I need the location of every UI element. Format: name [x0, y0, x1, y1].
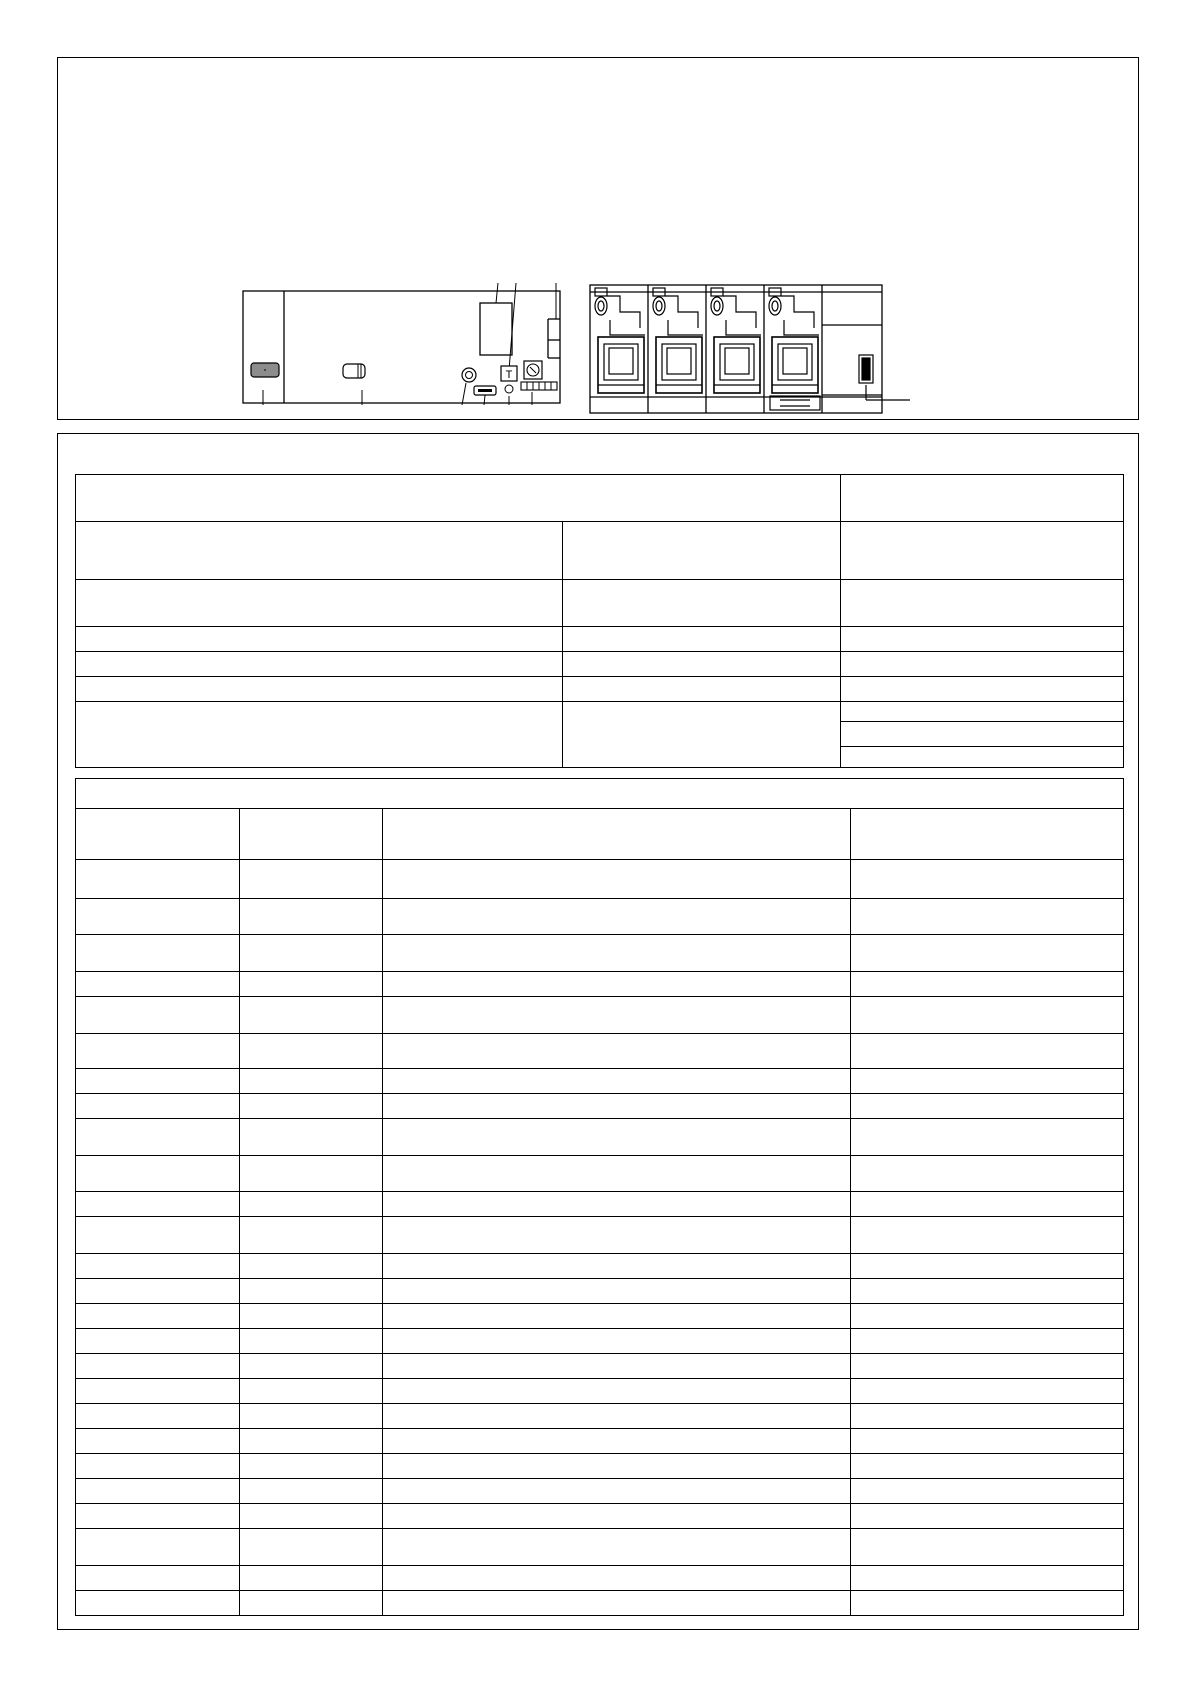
legend-cell: [76, 1504, 240, 1529]
spec-cell: [563, 580, 841, 627]
legend-cell: [76, 1119, 240, 1156]
spec-table-title: [76, 475, 841, 522]
legend-row: [76, 972, 1124, 997]
legend-cell: [851, 1254, 1124, 1279]
legend-cell: [851, 1156, 1124, 1192]
legend-row: [76, 899, 1124, 935]
legend-cell: [851, 1429, 1124, 1454]
legend-cell: [76, 1429, 240, 1454]
legend-cell: [383, 860, 851, 899]
terminal-block-icon: [521, 382, 557, 390]
legend-cell: [383, 1119, 851, 1156]
usb-port-icon: [474, 386, 496, 395]
legend-cell: [76, 1192, 240, 1217]
legend-cell: [76, 1156, 240, 1192]
legend-cell: [383, 1192, 851, 1217]
legend-table: [75, 778, 1124, 1616]
legend-cell: [851, 1034, 1124, 1069]
legend-cell: [76, 1304, 240, 1329]
legend-cell: [851, 1566, 1124, 1591]
legend-row: [76, 1566, 1124, 1591]
legend-cell: [76, 899, 240, 935]
legend-row: [76, 1119, 1124, 1156]
legend-cell: [76, 997, 240, 1034]
legend-row: [76, 860, 1124, 899]
legend-cell: [383, 1034, 851, 1069]
legend-header-cell: [851, 809, 1124, 860]
legend-cell: [851, 1329, 1124, 1354]
legend-row: [76, 1304, 1124, 1329]
legend-cell: [383, 1254, 851, 1279]
spec-cell: [76, 627, 563, 652]
legend-cell: [76, 1529, 240, 1566]
spec-cell: [76, 522, 563, 580]
legend-cell: [383, 1304, 851, 1329]
legend-cell: [240, 1429, 383, 1454]
legend-cell: [851, 935, 1124, 972]
legend-cell: [851, 1304, 1124, 1329]
legend-cell: [383, 935, 851, 972]
legend-cell: [383, 1217, 851, 1254]
legend-row: [76, 1454, 1124, 1479]
legend-cell: [383, 1354, 851, 1379]
spec-table-title-value: [841, 475, 1124, 522]
legend-cell: [851, 1479, 1124, 1504]
spec-subcell: [841, 702, 1124, 722]
legend-cell: [240, 1254, 383, 1279]
legend-cell: [76, 1454, 240, 1479]
spec-cell: [563, 652, 841, 677]
legend-cell: [76, 860, 240, 899]
connector-icon: [770, 355, 910, 410]
round-button-icon: [462, 368, 476, 382]
legend-cell: [240, 972, 383, 997]
spec-table: [75, 474, 1124, 768]
terminal-modules: [595, 288, 819, 393]
legend-row: [76, 1504, 1124, 1529]
legend-cell: [240, 1034, 383, 1069]
legend-cell: [76, 1069, 240, 1094]
legend-header-cell: [240, 809, 383, 860]
legend-cell: [851, 860, 1124, 899]
legend-cell: [240, 1304, 383, 1329]
legend-row: [76, 1254, 1124, 1279]
legend-cell: [76, 1379, 240, 1404]
spec-cell: [841, 580, 1124, 627]
legend-row: [76, 1429, 1124, 1454]
legend-cell: [240, 899, 383, 935]
legend-cell: [851, 1591, 1124, 1616]
legend-cell: [851, 1354, 1124, 1379]
spec-cell: [76, 652, 563, 677]
legend-cell: [851, 1094, 1124, 1119]
led-indicator-icon: [505, 385, 513, 393]
legend-cell: [383, 1156, 851, 1192]
legend-cell: [76, 1591, 240, 1616]
legend-cell: [76, 1217, 240, 1254]
legend-cell: [851, 997, 1124, 1034]
legend-cell: [851, 1119, 1124, 1156]
legend-row: [76, 1279, 1124, 1304]
legend-row: [76, 1379, 1124, 1404]
legend-row: [76, 1034, 1124, 1069]
legend-header-cell: [383, 809, 851, 860]
spec-cell: [563, 522, 841, 580]
legend-cell: [76, 1329, 240, 1354]
legend-cell: [240, 1504, 383, 1529]
spec-cell: [76, 677, 563, 702]
power-button-icon: [251, 363, 279, 377]
legend-cell: [383, 1404, 851, 1429]
legend-cell: [851, 1529, 1124, 1566]
legend-cell: [240, 1192, 383, 1217]
legend-row: [76, 1192, 1124, 1217]
legend-cell: [240, 935, 383, 972]
legend-cell: [851, 1379, 1124, 1404]
legend-cell: [383, 997, 851, 1034]
legend-cell: [383, 1429, 851, 1454]
legend-cell: [383, 972, 851, 997]
legend-cell: [76, 1254, 240, 1279]
legend-cell: [240, 1279, 383, 1304]
legend-cell: [383, 1094, 851, 1119]
legend-cell: [851, 1404, 1124, 1429]
legend-row: [76, 1529, 1124, 1566]
legend-cell: [240, 1119, 383, 1156]
legend-cell: [240, 1566, 383, 1591]
spec-cell: [563, 677, 841, 702]
legend-cell: [76, 1566, 240, 1591]
legend-row: [76, 1156, 1124, 1192]
spec-subcell: [841, 747, 1124, 768]
legend-cell: [851, 1069, 1124, 1094]
test-button-icon: [501, 366, 517, 381]
legend-cell: [383, 1454, 851, 1479]
legend-row: [76, 1404, 1124, 1429]
legend-cell: [383, 1479, 851, 1504]
legend-cell: [240, 1329, 383, 1354]
legend-row: [76, 935, 1124, 972]
legend-cell: [76, 972, 240, 997]
rotary-dial-icon: [524, 361, 542, 379]
legend-cell: [851, 1279, 1124, 1304]
legend-cell: [240, 1479, 383, 1504]
svg-text:T: T: [505, 369, 513, 381]
legend-cell: [76, 1404, 240, 1429]
legend-cell: [76, 1094, 240, 1119]
legend-cell: [851, 1454, 1124, 1479]
slide-switch-icon: [343, 364, 365, 378]
legend-cell: [851, 1504, 1124, 1529]
legend-cell: [240, 1404, 383, 1429]
spec-cell: [76, 702, 563, 768]
legend-cell: [240, 1354, 383, 1379]
legend-cell: [76, 1354, 240, 1379]
legend-cell: [240, 1591, 383, 1616]
label-window: [480, 303, 512, 355]
legend-cell: [383, 1329, 851, 1354]
legend-header-cell: [76, 809, 240, 860]
spec-cell: [563, 627, 841, 652]
legend-row: [76, 1217, 1124, 1254]
legend-cell: [76, 1479, 240, 1504]
legend-cell: [383, 1069, 851, 1094]
legend-cell: [240, 997, 383, 1034]
legend-cell: [851, 1217, 1124, 1254]
legend-cell: [851, 1192, 1124, 1217]
legend-cell: [383, 1379, 851, 1404]
legend-cell: [240, 1379, 383, 1404]
spec-cell: [841, 627, 1124, 652]
legend-cell: [240, 1454, 383, 1479]
legend-title: [76, 779, 1124, 809]
spec-cell: [841, 677, 1124, 702]
spec-cell: [841, 652, 1124, 677]
legend-cell: [383, 1591, 851, 1616]
spec-cell: [563, 702, 841, 768]
legend-row: [76, 1094, 1124, 1119]
legend-cell: [240, 860, 383, 899]
legend-cell: [383, 1279, 851, 1304]
legend-row: [76, 1354, 1124, 1379]
legend-row: [76, 1329, 1124, 1354]
legend-row: [76, 997, 1124, 1034]
legend-cell: [240, 1217, 383, 1254]
legend-cell: [383, 899, 851, 935]
device-drawing: [0, 0, 1192, 430]
legend-cell: [240, 1529, 383, 1566]
legend-cell: [76, 935, 240, 972]
legend-row: [76, 1479, 1124, 1504]
legend-cell: [240, 1156, 383, 1192]
spec-subcell: [841, 722, 1124, 747]
legend-cell: [240, 1069, 383, 1094]
legend-cell: [76, 1279, 240, 1304]
legend-cell: [383, 1529, 851, 1566]
legend-cell: [851, 899, 1124, 935]
legend-cell: [383, 1566, 851, 1591]
legend-row: [76, 1069, 1124, 1094]
legend-row: [76, 1591, 1124, 1616]
legend-cell: [240, 1094, 383, 1119]
legend-cell: [851, 972, 1124, 997]
legend-cell: [76, 1034, 240, 1069]
spec-cell: [76, 580, 563, 627]
legend-cell: [383, 1504, 851, 1529]
spec-cell: [841, 522, 1124, 580]
